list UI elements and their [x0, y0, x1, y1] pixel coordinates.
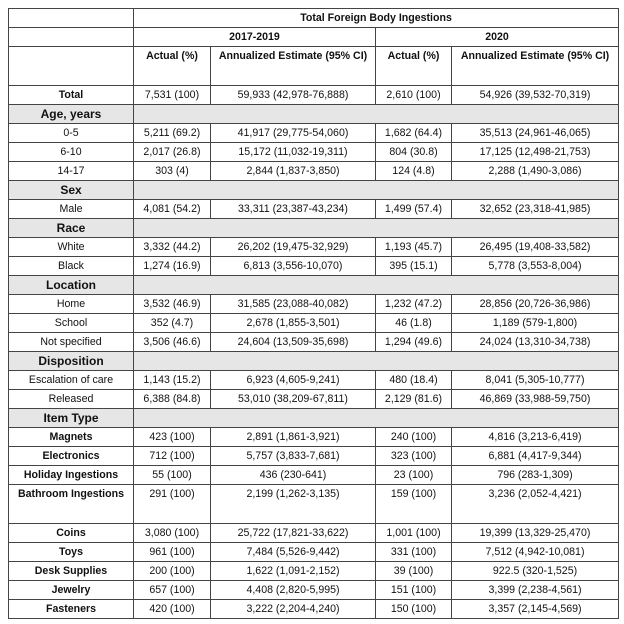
- row-label: Coins: [9, 524, 134, 543]
- table-row: [9, 562, 619, 581]
- table-row: [9, 447, 619, 466]
- cell: 159 (100): [376, 485, 452, 524]
- row-label: Bathroom Ingestions: [9, 485, 134, 524]
- row-label: Escalation of care: [9, 371, 134, 390]
- cell: 39 (100): [376, 562, 452, 581]
- row-label: Fasteners: [9, 600, 134, 619]
- section-label: Age, years: [9, 105, 134, 124]
- row-label: Magnets: [9, 428, 134, 447]
- table-row: [9, 200, 619, 219]
- section-label: Sex: [9, 181, 134, 200]
- cell: 420 (100): [134, 600, 211, 619]
- cell: 124 (4.8): [376, 162, 452, 181]
- section-filler: [134, 219, 619, 238]
- section-label: Race: [9, 219, 134, 238]
- cell: 6,388 (84.8): [134, 390, 211, 409]
- cell: 480 (18.4): [376, 371, 452, 390]
- section-row-item-type: [9, 409, 619, 428]
- cell: 1,294 (49.6): [376, 333, 452, 352]
- table-row: [9, 524, 619, 543]
- column-header-row: [9, 47, 619, 86]
- table-row: [9, 333, 619, 352]
- cell: 3,532 (46.9): [134, 295, 211, 314]
- cell: 1,143 (15.2): [134, 371, 211, 390]
- cell: 6,923 (4,605-9,241): [211, 371, 376, 390]
- cell: 46 (1.8): [376, 314, 452, 333]
- cell: 33,311 (23,387-43,234): [211, 200, 376, 219]
- row-label: 14-17: [9, 162, 134, 181]
- cell: 15,172 (11,032-19,311): [211, 143, 376, 162]
- section-label: Item Type: [9, 409, 134, 428]
- table-row: [9, 543, 619, 562]
- cell: 23 (100): [376, 466, 452, 485]
- col-actual-2017-2019: Actual (%): [134, 47, 211, 86]
- cell: 2,199 (1,262-3,135): [211, 485, 376, 524]
- cell: 46,869 (33,988-59,750): [452, 390, 619, 409]
- table-row: [9, 314, 619, 333]
- table-row: [9, 371, 619, 390]
- cell: 3,399 (2,238-4,561): [452, 581, 619, 600]
- cell: 7,531 (100): [134, 86, 211, 105]
- cell: 2,844 (1,837-3,850): [211, 162, 376, 181]
- table-row: [9, 485, 619, 524]
- section-filler: [134, 352, 619, 371]
- row-label: Jewelry: [9, 581, 134, 600]
- cell: 7,512 (4,942-10,081): [452, 543, 619, 562]
- cell: 5,211 (69.2): [134, 124, 211, 143]
- cell: 712 (100): [134, 447, 211, 466]
- cell: 59,933 (42,978-76,888): [211, 86, 376, 105]
- cell: 28,856 (20,726-36,986): [452, 295, 619, 314]
- col-estimate-2020: Annualized Estimate (95% CI): [452, 47, 619, 86]
- row-label: Toys: [9, 543, 134, 562]
- cell: 240 (100): [376, 428, 452, 447]
- table-row: [9, 162, 619, 181]
- cell: 352 (4.7): [134, 314, 211, 333]
- cell: 2,017 (26.8): [134, 143, 211, 162]
- row-label: Holiday Ingestions: [9, 466, 134, 485]
- row-label: School: [9, 314, 134, 333]
- cell: 3,506 (46.6): [134, 333, 211, 352]
- row-label: Male: [9, 200, 134, 219]
- corner-cell: [9, 47, 134, 86]
- cell: 3,080 (100): [134, 524, 211, 543]
- section-filler: [134, 181, 619, 200]
- cell: 436 (230-641): [211, 466, 376, 485]
- table-row: [9, 143, 619, 162]
- title-row: [9, 9, 619, 28]
- cell: 1,189 (579-1,800): [452, 314, 619, 333]
- cell: 5,778 (3,553-8,004): [452, 257, 619, 276]
- table-row: [9, 600, 619, 619]
- col-actual-2020: Actual (%): [376, 47, 452, 86]
- cell: 657 (100): [134, 581, 211, 600]
- cell: 1,499 (57.4): [376, 200, 452, 219]
- cell: 395 (15.1): [376, 257, 452, 276]
- section-row-race: [9, 219, 619, 238]
- row-label: White: [9, 238, 134, 257]
- cell: 2,288 (1,490-3,086): [452, 162, 619, 181]
- row-label: Black: [9, 257, 134, 276]
- cell: 24,604 (13,509-35,698): [211, 333, 376, 352]
- cell: 303 (4): [134, 162, 211, 181]
- cell: 961 (100): [134, 543, 211, 562]
- cell: 19,399 (13,329-25,470): [452, 524, 619, 543]
- cell: 25,722 (17,821-33,622): [211, 524, 376, 543]
- section-filler: [134, 105, 619, 124]
- cell: 35,513 (24,961-46,065): [452, 124, 619, 143]
- cell: 3,332 (44.2): [134, 238, 211, 257]
- table-row: [9, 295, 619, 314]
- cell: 291 (100): [134, 485, 211, 524]
- cell: 6,813 (3,556-10,070): [211, 257, 376, 276]
- period-2020: 2020: [376, 28, 619, 47]
- cell: 17,125 (12,498-21,753): [452, 143, 619, 162]
- cell: 1,232 (47.2): [376, 295, 452, 314]
- row-label: Released: [9, 390, 134, 409]
- cell: 331 (100): [376, 543, 452, 562]
- table-row: [9, 238, 619, 257]
- cell: 922.5 (320-1,525): [452, 562, 619, 581]
- cell: 150 (100): [376, 600, 452, 619]
- row-label: 6-10: [9, 143, 134, 162]
- table-row: [9, 390, 619, 409]
- cell: 796 (283-1,309): [452, 466, 619, 485]
- cell: 41,917 (29,775-54,060): [211, 124, 376, 143]
- cell: 26,495 (19,408-33,582): [452, 238, 619, 257]
- row-label: 0-5: [9, 124, 134, 143]
- row-label: Electronics: [9, 447, 134, 466]
- row-label: Not specified: [9, 333, 134, 352]
- table-row: [9, 257, 619, 276]
- cell: 3,357 (2,145-4,569): [452, 600, 619, 619]
- cell: 7,484 (5,526-9,442): [211, 543, 376, 562]
- section-filler: [134, 409, 619, 428]
- cell: 26,202 (19,475-32,929): [211, 238, 376, 257]
- cell: 200 (100): [134, 562, 211, 581]
- corner-cell: [9, 28, 134, 47]
- cell: 151 (100): [376, 581, 452, 600]
- cell: 4,816 (3,213-6,419): [452, 428, 619, 447]
- row-label: Desk Supplies: [9, 562, 134, 581]
- table-row: [9, 581, 619, 600]
- cell: 2,678 (1,855-3,501): [211, 314, 376, 333]
- cell: 4,081 (54.2): [134, 200, 211, 219]
- section-row-age: [9, 105, 619, 124]
- cell: 2,610 (100): [376, 86, 452, 105]
- table-row: [9, 466, 619, 485]
- cell: 6,881 (4,417-9,344): [452, 447, 619, 466]
- cell: 5,757 (3,833-7,681): [211, 447, 376, 466]
- cell: 3,222 (2,204-4,240): [211, 600, 376, 619]
- cell: 1,193 (45.7): [376, 238, 452, 257]
- cell: 2,129 (81.6): [376, 390, 452, 409]
- section-label: Disposition: [9, 352, 134, 371]
- cell: 31,585 (23,088-40,082): [211, 295, 376, 314]
- col-estimate-2017-2019: Annualized Estimate (95% CI): [211, 47, 376, 86]
- section-label: Location: [9, 276, 134, 295]
- total-row: [9, 86, 619, 105]
- row-label: Home: [9, 295, 134, 314]
- table-title: Total Foreign Body Ingestions: [134, 9, 619, 28]
- cell: 53,010 (38,209-67,811): [211, 390, 376, 409]
- table-row: [9, 428, 619, 447]
- cell: 1,682 (64.4): [376, 124, 452, 143]
- cell: 1,001 (100): [376, 524, 452, 543]
- section-row-location: [9, 276, 619, 295]
- cell: 1,622 (1,091-2,152): [211, 562, 376, 581]
- section-row-disposition: [9, 352, 619, 371]
- cell: 54,926 (39,532-70,319): [452, 86, 619, 105]
- period-2017-2019: 2017-2019: [134, 28, 376, 47]
- cell: 323 (100): [376, 447, 452, 466]
- cell: 423 (100): [134, 428, 211, 447]
- foreign-body-ingestions-table: [8, 8, 619, 619]
- section-filler: [134, 276, 619, 295]
- period-row: [9, 28, 619, 47]
- row-label: Total: [9, 86, 134, 105]
- cell: 24,024 (13,310-34,738): [452, 333, 619, 352]
- cell: 3,236 (2,052-4,421): [452, 485, 619, 524]
- table-row: [9, 124, 619, 143]
- cell: 32,652 (23,318-41,985): [452, 200, 619, 219]
- cell: 804 (30.8): [376, 143, 452, 162]
- cell: 4,408 (2,820-5,995): [211, 581, 376, 600]
- section-row-sex: [9, 181, 619, 200]
- corner-cell: [9, 9, 134, 28]
- cell: 1,274 (16.9): [134, 257, 211, 276]
- cell: 8,041 (5,305-10,777): [452, 371, 619, 390]
- cell: 2,891 (1,861-3,921): [211, 428, 376, 447]
- cell: 55 (100): [134, 466, 211, 485]
